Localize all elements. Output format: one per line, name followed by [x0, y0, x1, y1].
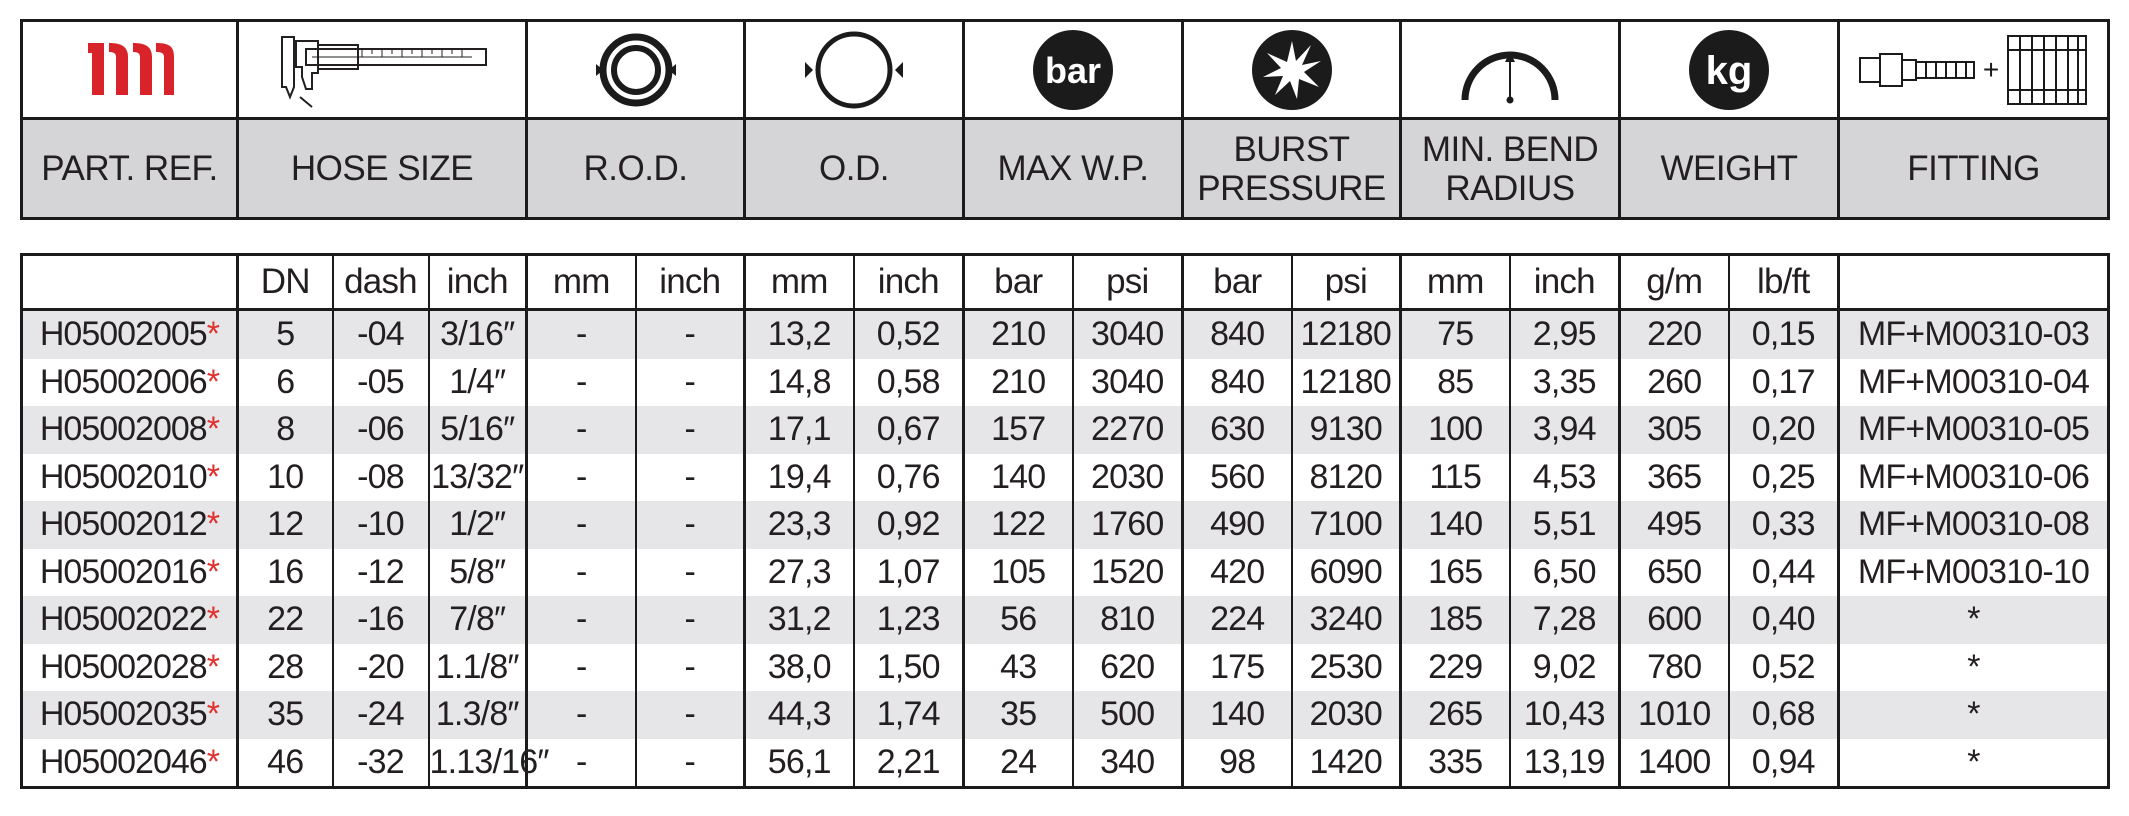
table-row	[22, 739, 2109, 788]
wp-bar-cell: 122	[964, 501, 1073, 549]
burst-icon	[1249, 27, 1335, 113]
rod-mm-cell: -	[527, 596, 636, 644]
burst-psi-cell: 7100	[1292, 501, 1401, 549]
svg-text:bar: bar	[1044, 49, 1102, 91]
bar-icon-cell	[964, 21, 1183, 119]
fitting-cell: MF+M00310-06	[1839, 454, 2109, 502]
part-number: H05002022	[39, 600, 207, 639]
od-inch-cell: 1,50	[854, 644, 964, 692]
bend-mm-cell: 265	[1401, 691, 1510, 739]
svg-text:kg: kg	[1705, 48, 1753, 93]
rod-mm-cell: -	[527, 691, 636, 739]
hose-inch-cell: 1.1/8″	[429, 644, 527, 692]
part-number: H05002028	[39, 647, 207, 686]
col-label-od: O.D.	[745, 119, 964, 219]
bend-inch-cell: 9,02	[1510, 644, 1620, 692]
burst-psi-cell: 9130	[1292, 406, 1401, 454]
wp-bar-cell: 43	[964, 644, 1073, 692]
rod-inch-cell: -	[636, 359, 745, 407]
col-label-max-wp: MAX W.P.	[964, 119, 1183, 219]
weight-lbft-cell: 0,44	[1729, 549, 1839, 597]
red-asterisk-marker: *	[206, 457, 220, 496]
bend-inch-cell: 13,19	[1510, 739, 1620, 788]
bend-mm-cell: 100	[1401, 406, 1510, 454]
fitting-cell: MF+M00310-03	[1839, 310, 2109, 359]
unit-cell: inch	[429, 255, 527, 310]
red-asterisk-marker: *	[206, 410, 220, 449]
part-ref-cell	[22, 691, 238, 739]
bend-radius-icon	[1455, 30, 1565, 110]
dn-cell: 5	[238, 310, 333, 359]
od-mm-cell: 27,3	[745, 549, 854, 597]
burst-psi-cell: 12180	[1292, 359, 1401, 407]
col-label-weight: WEIGHT	[1620, 119, 1839, 219]
unit-cell: inch	[1510, 255, 1620, 310]
rod-mm-cell: -	[527, 549, 636, 597]
col-label-min-bend-radius	[1401, 119, 1620, 219]
col-label-burst-pressure	[1183, 119, 1401, 219]
od-inch-cell: 1,07	[854, 549, 964, 597]
od-mm-cell: 23,3	[745, 501, 854, 549]
burst-bar-cell: 224	[1183, 596, 1292, 644]
burst-psi-cell: 8120	[1292, 454, 1401, 502]
burst-bar-cell: 420	[1183, 549, 1292, 597]
burst-psi-cell: 1420	[1292, 739, 1401, 788]
unit-cell: lb/ft	[1729, 255, 1839, 310]
fitting-cell: MF+M00310-08	[1839, 501, 2109, 549]
weight-gm-cell: 220	[1620, 310, 1729, 359]
part-ref-cell	[22, 549, 238, 597]
rod-inch-cell: -	[636, 739, 745, 788]
caliper-icon	[272, 27, 492, 113]
hose-inch-cell: 3/16″	[429, 310, 527, 359]
red-asterisk-marker: *	[206, 695, 220, 734]
wp-psi-cell: 1760	[1073, 501, 1183, 549]
rod-mm-cell: -	[527, 501, 636, 549]
header-table	[20, 19, 2110, 220]
fitting-cell: MF+M00310-04	[1839, 359, 2109, 407]
bar-pressure-icon	[1030, 27, 1116, 113]
weight-lbft-cell: 0,17	[1729, 359, 1839, 407]
red-asterisk-marker: *	[206, 600, 220, 639]
bend-inch-cell: 5,51	[1510, 501, 1620, 549]
burst-bar-cell: 840	[1183, 359, 1292, 407]
od-mm-cell: 44,3	[745, 691, 854, 739]
wp-psi-cell: 620	[1073, 644, 1183, 692]
red-asterisk-marker: *	[206, 362, 220, 401]
hose-inch-cell: 1.3/8″	[429, 691, 527, 739]
rod-mm-cell: -	[527, 644, 636, 692]
unit-cell: bar	[964, 255, 1073, 310]
part-number: H05002046	[39, 742, 207, 781]
wp-psi-cell: 3040	[1073, 359, 1183, 407]
wp-bar-cell: 157	[964, 406, 1073, 454]
burst-bar-cell: 98	[1183, 739, 1292, 788]
dn-cell: 6	[238, 359, 333, 407]
weight-gm-cell: 650	[1620, 549, 1729, 597]
dn-cell: 12	[238, 501, 333, 549]
weight-lbft-cell: 0,94	[1729, 739, 1839, 788]
wp-psi-cell: 2030	[1073, 454, 1183, 502]
bend-mm-cell: 165	[1401, 549, 1510, 597]
rod-mm-cell: -	[527, 454, 636, 502]
brand-logo-icon	[82, 39, 178, 101]
wp-bar-cell: 35	[964, 691, 1073, 739]
wp-psi-cell: 2270	[1073, 406, 1183, 454]
od-inch-cell: 2,21	[854, 739, 964, 788]
brand-logo-cell	[22, 21, 238, 119]
rod-mm-cell: -	[527, 406, 636, 454]
table-row	[22, 501, 2109, 549]
od-inch-cell: 0,52	[854, 310, 964, 359]
unit-cell	[22, 255, 238, 310]
col-label-fitting: FITTING	[1839, 119, 2109, 219]
fitting-cell: *	[1839, 596, 2109, 644]
weight-gm-cell: 305	[1620, 406, 1729, 454]
bend-inch-cell: 3,35	[1510, 359, 1620, 407]
part-ref-cell	[22, 359, 238, 407]
dash-cell: -12	[333, 549, 429, 597]
unit-cell: inch	[636, 255, 745, 310]
weight-gm-cell: 365	[1620, 454, 1729, 502]
unit-cell: mm	[745, 255, 854, 310]
bend-inch-cell: 3,94	[1510, 406, 1620, 454]
burst-icon-cell	[1183, 21, 1401, 119]
dash-cell: -05	[333, 359, 429, 407]
fitting-icon-cell	[1839, 21, 2109, 119]
od-mm-cell: 31,2	[745, 596, 854, 644]
wp-psi-cell: 1520	[1073, 549, 1183, 597]
hose-inch-cell: 1.13/16″	[429, 739, 527, 788]
fitting-cell: MF+M00310-10	[1839, 549, 2109, 597]
weight-kg-icon	[1686, 27, 1772, 113]
weight-lbft-cell: 0,25	[1729, 454, 1839, 502]
od-inch-cell: 1,74	[854, 691, 964, 739]
weight-gm-cell: 1010	[1620, 691, 1729, 739]
burst-label-line1: BURST	[1233, 129, 1350, 169]
part-number: H05002006	[39, 362, 207, 401]
unit-cell: mm	[527, 255, 636, 310]
burst-psi-cell: 6090	[1292, 549, 1401, 597]
bend-inch-cell: 6,50	[1510, 549, 1620, 597]
weight-lbft-cell: 0,20	[1729, 406, 1839, 454]
bend-mm-cell: 229	[1401, 644, 1510, 692]
bend-icon-cell	[1401, 21, 1620, 119]
dash-cell: -10	[333, 501, 429, 549]
unit-cell: inch	[854, 255, 964, 310]
bend-mm-cell: 185	[1401, 596, 1510, 644]
bend-mm-cell: 140	[1401, 501, 1510, 549]
col-label-hose-size: HOSE SIZE	[238, 119, 527, 219]
weight-lbft-cell: 0,52	[1729, 644, 1839, 692]
wp-bar-cell: 24	[964, 739, 1073, 788]
od-inch-cell: 1,23	[854, 596, 964, 644]
red-asterisk-marker: *	[206, 742, 220, 781]
burst-psi-cell: 2030	[1292, 691, 1401, 739]
part-ref-cell	[22, 501, 238, 549]
weight-lbft-cell: 0,15	[1729, 310, 1839, 359]
weight-gm-cell: 260	[1620, 359, 1729, 407]
part-ref-cell	[22, 596, 238, 644]
table-row	[22, 644, 2109, 692]
dn-cell: 46	[238, 739, 333, 788]
table-row	[22, 596, 2109, 644]
rod-inch-cell: -	[636, 454, 745, 502]
part-number: H05002005	[39, 315, 207, 354]
dn-cell: 35	[238, 691, 333, 739]
spec-table	[20, 253, 2110, 789]
hose-inch-cell: 5/16″	[429, 406, 527, 454]
table-row	[22, 310, 2109, 359]
bend-inch-cell: 10,43	[1510, 691, 1620, 739]
unit-cell: DN	[238, 255, 333, 310]
unit-cell: bar	[1183, 255, 1292, 310]
dash-cell: -08	[333, 454, 429, 502]
burst-psi-cell: 3240	[1292, 596, 1401, 644]
weight-icon-cell	[1620, 21, 1839, 119]
weight-gm-cell: 780	[1620, 644, 1729, 692]
burst-bar-cell: 630	[1183, 406, 1292, 454]
weight-lbft-cell: 0,40	[1729, 596, 1839, 644]
bend-inch-cell: 7,28	[1510, 596, 1620, 644]
od-mm-cell: 38,0	[745, 644, 854, 692]
fitting-cell: *	[1839, 644, 2109, 692]
wp-psi-cell: 500	[1073, 691, 1183, 739]
wp-bar-cell: 56	[964, 596, 1073, 644]
od-mm-cell: 17,1	[745, 406, 854, 454]
rod-inch-cell: -	[636, 406, 745, 454]
hose-inch-cell: 5/8″	[429, 549, 527, 597]
dash-cell: -24	[333, 691, 429, 739]
bend-label-line1: MIN. BEND	[1421, 129, 1599, 169]
hose-inch-cell: 1/4″	[429, 359, 527, 407]
unit-cell: psi	[1292, 255, 1401, 310]
rod-inch-cell: -	[636, 549, 745, 597]
od-inch-cell: 0,92	[854, 501, 964, 549]
unit-cell: mm	[1401, 255, 1510, 310]
od-mm-cell: 13,2	[745, 310, 854, 359]
od-mm-cell: 19,4	[745, 454, 854, 502]
table-row	[22, 359, 2109, 407]
dash-cell: -04	[333, 310, 429, 359]
wp-bar-cell: 140	[964, 454, 1073, 502]
dn-cell: 22	[238, 596, 333, 644]
dn-cell: 8	[238, 406, 333, 454]
wp-bar-cell: 210	[964, 310, 1073, 359]
burst-bar-cell: 490	[1183, 501, 1292, 549]
burst-label-line2: PRESSURE	[1197, 168, 1386, 208]
bend-inch-cell: 2,95	[1510, 310, 1620, 359]
weight-lbft-cell: 0,68	[1729, 691, 1839, 739]
dash-cell: -32	[333, 739, 429, 788]
rod-inch-cell: -	[636, 310, 745, 359]
od-icon-cell	[745, 21, 964, 119]
part-ref-cell	[22, 644, 238, 692]
rod-inch-cell: -	[636, 691, 745, 739]
unit-cell: psi	[1073, 255, 1183, 310]
weight-gm-cell: 495	[1620, 501, 1729, 549]
table-row	[22, 691, 2109, 739]
hose-inch-cell: 1/2″	[429, 501, 527, 549]
burst-bar-cell: 840	[1183, 310, 1292, 359]
units-row	[22, 255, 2109, 310]
fitting-plus-label: +	[1982, 53, 1999, 85]
burst-bar-cell: 175	[1183, 644, 1292, 692]
table-row	[22, 406, 2109, 454]
rod-mm-cell: -	[527, 310, 636, 359]
part-number: H05002035	[39, 695, 207, 734]
wp-psi-cell: 3040	[1073, 310, 1183, 359]
burst-psi-cell: 12180	[1292, 310, 1401, 359]
rod-inch-cell: -	[636, 501, 745, 549]
wp-psi-cell: 810	[1073, 596, 1183, 644]
part-number: H05002016	[39, 552, 207, 591]
unit-cell: g/m	[1620, 255, 1729, 310]
rod-mm-cell: -	[527, 359, 636, 407]
col-label-rod: R.O.D.	[527, 119, 745, 219]
red-asterisk-marker: *	[206, 552, 220, 591]
dash-cell: -20	[333, 644, 429, 692]
weight-gm-cell: 600	[1620, 596, 1729, 644]
od-inch-cell: 0,58	[854, 359, 964, 407]
wp-bar-cell: 105	[964, 549, 1073, 597]
bend-mm-cell: 85	[1401, 359, 1510, 407]
rod-icon-cell	[527, 21, 745, 119]
bend-mm-cell: 75	[1401, 310, 1510, 359]
hose-inch-cell: 13/32″	[429, 454, 527, 502]
red-asterisk-marker: *	[206, 315, 220, 354]
weight-lbft-cell: 0,33	[1729, 501, 1839, 549]
reinforcement-od-icon	[591, 30, 681, 110]
rod-inch-cell: -	[636, 596, 745, 644]
burst-bar-cell: 140	[1183, 691, 1292, 739]
wp-psi-cell: 340	[1073, 739, 1183, 788]
burst-psi-cell: 2530	[1292, 644, 1401, 692]
table-row	[22, 454, 2109, 502]
part-ref-cell	[22, 406, 238, 454]
hose-inch-cell: 7/8″	[429, 596, 527, 644]
bend-mm-cell: 335	[1401, 739, 1510, 788]
dn-cell: 10	[238, 454, 333, 502]
col-label-part-ref: PART. REF.	[22, 119, 238, 219]
table-row	[22, 549, 2109, 597]
part-number: H05002010	[39, 457, 207, 496]
rod-mm-cell: -	[527, 739, 636, 788]
dn-cell: 28	[238, 644, 333, 692]
part-ref-cell	[22, 454, 238, 502]
part-number: H05002012	[39, 505, 207, 544]
od-mm-cell: 56,1	[745, 739, 854, 788]
unit-cell	[1839, 255, 2109, 310]
red-asterisk-marker: *	[206, 505, 220, 544]
rod-inch-cell: -	[636, 644, 745, 692]
od-inch-cell: 0,76	[854, 454, 964, 502]
fitting-icon	[1856, 30, 2092, 110]
weight-gm-cell: 1400	[1620, 739, 1729, 788]
fitting-cell: MF+M00310-05	[1839, 406, 2109, 454]
wp-bar-cell: 210	[964, 359, 1073, 407]
fitting-cell: *	[1839, 739, 2109, 788]
bend-label-line2: RADIUS	[1445, 168, 1575, 208]
bend-mm-cell: 115	[1401, 454, 1510, 502]
burst-bar-cell: 560	[1183, 454, 1292, 502]
red-asterisk-marker: *	[206, 647, 220, 686]
bend-inch-cell: 4,53	[1510, 454, 1620, 502]
dn-cell: 16	[238, 549, 333, 597]
od-inch-cell: 0,67	[854, 406, 964, 454]
od-mm-cell: 14,8	[745, 359, 854, 407]
dash-cell: -06	[333, 406, 429, 454]
dash-cell: -16	[333, 596, 429, 644]
fitting-cell: *	[1839, 691, 2109, 739]
unit-cell: dash	[333, 255, 429, 310]
outside-diameter-icon	[799, 27, 909, 113]
caliper-cell	[238, 21, 527, 119]
part-ref-cell	[22, 310, 238, 359]
part-number: H05002008	[39, 410, 207, 449]
part-ref-cell	[22, 739, 238, 788]
